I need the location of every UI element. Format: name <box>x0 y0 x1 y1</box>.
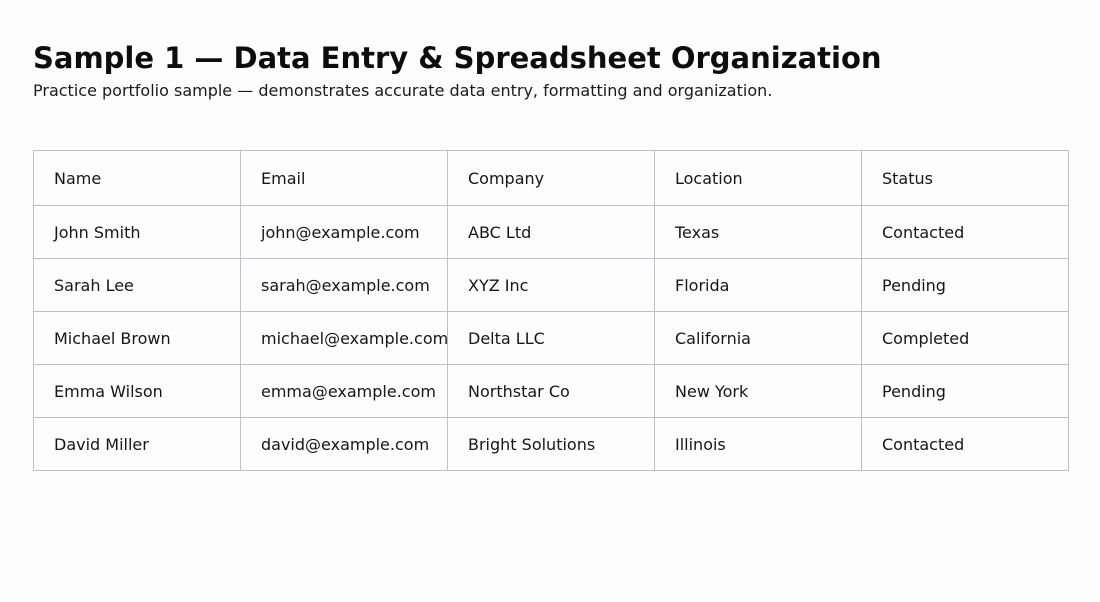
table-row <box>34 312 1069 365</box>
cell-email[interactable]: john@example.com <box>241 206 448 259</box>
cell-location[interactable]: Texas <box>655 206 862 259</box>
table-row <box>34 259 1069 312</box>
cell-location[interactable]: California <box>655 312 862 365</box>
cell-company[interactable]: XYZ Inc <box>448 259 655 312</box>
cell-name[interactable]: John Smith <box>34 206 241 259</box>
cell-name[interactable]: David Miller <box>34 418 241 471</box>
cell-email[interactable]: michael@example.com <box>241 312 448 365</box>
cell-location[interactable]: New York <box>655 365 862 418</box>
cell-email[interactable]: sarah@example.com <box>241 259 448 312</box>
page-subtitle: Practice portfolio sample — demonstrates accurate data entry, formatting and organization. <box>33 81 773 100</box>
cell-status[interactable]: Contacted <box>862 418 1069 471</box>
column-header-location: Location <box>655 151 862 206</box>
cell-email[interactable]: emma@example.com <box>241 365 448 418</box>
cell-status[interactable]: Contacted <box>862 206 1069 259</box>
cell-name[interactable]: Michael Brown <box>34 312 241 365</box>
cell-company[interactable]: Delta LLC <box>448 312 655 365</box>
cell-email[interactable]: david@example.com <box>241 418 448 471</box>
page-title: Sample 1 — Data Entry & Spreadsheet Organization <box>33 41 882 75</box>
cell-company[interactable]: ABC Ltd <box>448 206 655 259</box>
cell-status[interactable]: Completed <box>862 312 1069 365</box>
data-table <box>33 150 1069 471</box>
table-row <box>34 365 1069 418</box>
cell-name[interactable]: Sarah Lee <box>34 259 241 312</box>
table-row <box>34 418 1069 471</box>
cell-status[interactable]: Pending <box>862 365 1069 418</box>
column-header-name: Name <box>34 151 241 206</box>
column-header-company: Company <box>448 151 655 206</box>
table-row <box>34 206 1069 259</box>
cell-company[interactable]: Northstar Co <box>448 365 655 418</box>
column-header-status: Status <box>862 151 1069 206</box>
column-header-email: Email <box>241 151 448 206</box>
cell-company[interactable]: Bright Solutions <box>448 418 655 471</box>
cell-location[interactable]: Florida <box>655 259 862 312</box>
cell-status[interactable]: Pending <box>862 259 1069 312</box>
cell-location[interactable]: Illinois <box>655 418 862 471</box>
cell-name[interactable]: Emma Wilson <box>34 365 241 418</box>
table-header-row <box>34 151 1069 206</box>
